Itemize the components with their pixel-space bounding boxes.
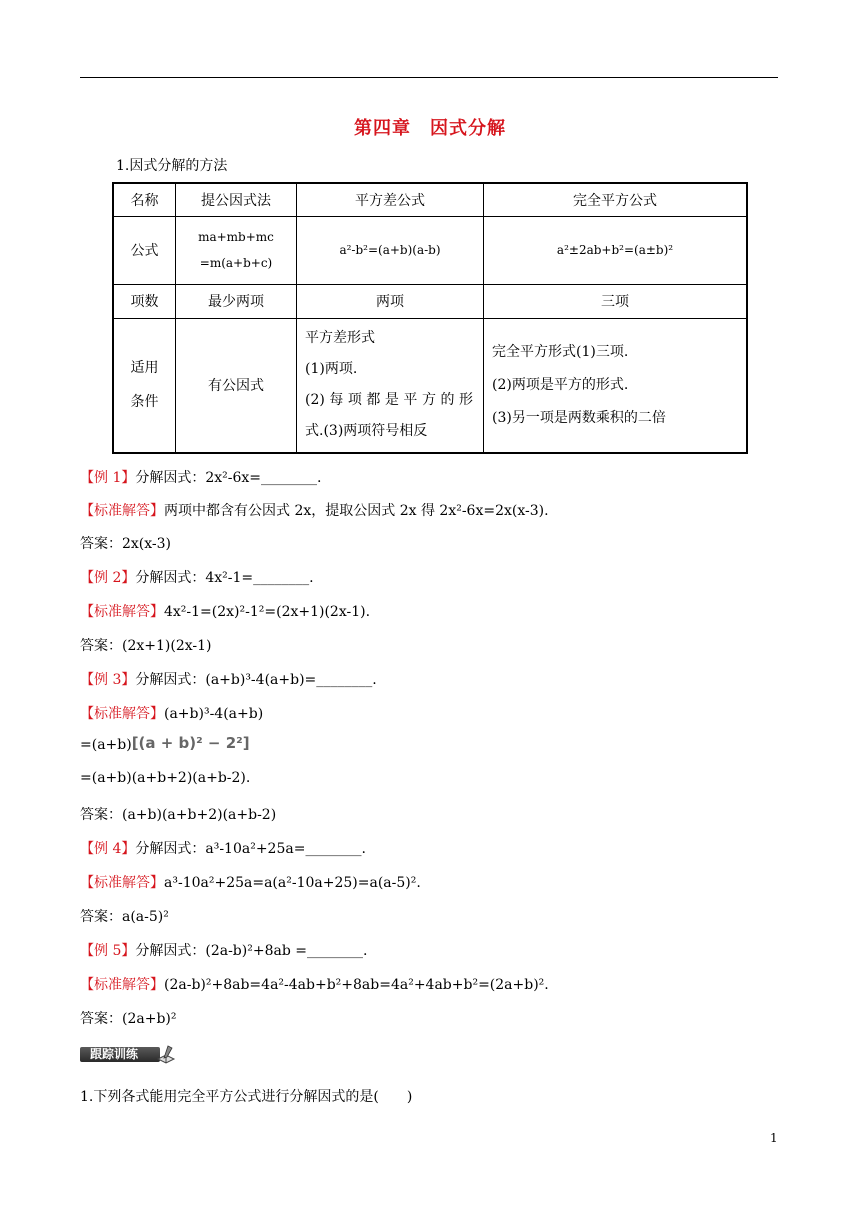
tracking-bar [80,1047,160,1062]
bracket-formula-text: [(a + b)² − 2²] [131,734,250,752]
conditions-common-factor: 有公因式 [176,318,297,453]
tracking-practice-badge [80,1044,176,1066]
solution-text: (a+b)³-4(a+b) [164,706,264,722]
example-3-question [80,669,377,689]
example-1-answer: 答案：2x(x-3) [80,536,172,552]
solution-tag: 【标准解答】 [80,604,164,620]
table-row [113,183,747,216]
solution-text: (2a-b)²+8ab=4a²-4ab+b²+8ab=4a²+4ab+b²=(2a+b)². [164,977,549,993]
example-tag: 【例 5】 [80,943,136,959]
row-label-line: 适用 [130,360,159,377]
condition-line: 平方差形式 [305,330,375,347]
example-4-answer: 答案：a(a-5)² [80,909,169,925]
header-cell: 名称 [113,183,176,216]
example-4-question [80,838,366,858]
section-heading: 1.因式分解的方法 [116,158,228,174]
example-tag: 【例 4】 [80,841,136,857]
question-text: 分解因式：4x²-1=________. [135,570,314,586]
example-2-question [80,567,314,587]
conditions-perfect-square [484,318,748,453]
row-label: 项数 [113,284,176,318]
formula-line: ma+mb+mc [198,230,274,244]
conditions-difference-of-squares [297,318,484,453]
example-1-solution [80,500,549,520]
practice-question-1: 1.下列各式能用完全平方公式进行分解因式的是( ) [80,1089,413,1105]
tracking-label: 跟踪训练 [90,1047,139,1061]
example-tag: 【例 2】 [80,570,136,586]
formula-common-factor [176,216,297,284]
solution-text: a³-10a²+25a=a(a²-10a+25)=a(a-5)². [164,875,421,891]
example-5-question [80,940,367,960]
row-label: 公式 [113,216,176,284]
chapter-title: 第四章 因式分解 [354,118,506,139]
row-label-line: 条件 [130,394,159,411]
terms-common-factor: 最少两项 [176,284,297,318]
condition-line: (2)两项是平方的形式. [492,376,629,393]
condition-line: (2) 每 项 都 是 平 方 的 形 [305,392,473,409]
question-text: 分解因式：(a+b)³-4(a+b)=________. [135,672,377,688]
example-3-step1 [80,734,250,756]
example-1-question [80,467,322,487]
example-tag: 【例 3】 [80,672,136,688]
row-label [113,318,176,453]
book-pencil-icon [156,1044,176,1064]
formula-line: =m(a+b+c) [199,256,273,270]
solution-tag: 【标准解答】 [80,503,164,519]
table-row [113,284,747,318]
example-3-answer: 答案：(a+b)(a+b+2)(a+b-2) [80,807,277,823]
formula-difference-of-squares: a²-b²=(a+b)(a-b) [297,216,484,284]
condition-line: 完全平方形式(1)三项. [492,343,629,360]
example-3-step2: =(a+b)(a+b+2)(a+b-2). [80,770,251,786]
example-tag: 【例 1】 [80,470,136,486]
table-row [113,216,747,284]
terms-perfect-square: 三项 [484,284,748,318]
solution-text: 两项中都含有公因式 2x，提取公因式 2x 得 2x²-6x=2x(x-3). [164,503,549,519]
terms-difference-of-squares: 两项 [297,284,484,318]
example-2-answer: 答案：(2x+1)(2x-1) [80,638,212,654]
page-number: 1 [770,1131,778,1145]
header-cell: 平方差公式 [297,183,484,216]
table-row [113,318,747,453]
formula-perfect-square: a²±2ab+b²=(a±b)² [484,216,748,284]
example-3-solution [80,703,263,723]
example-5-solution [80,974,549,994]
question-text: 分解因式：(2a-b)²+8ab =________. [135,943,368,959]
solution-tag: 【标准解答】 [80,706,164,722]
example-5-answer: 答案：(2a+b)² [80,1011,177,1027]
solution-text: 4x²-1=(2x)²-1²=(2x+1)(2x-1). [164,604,371,620]
header-cell: 提公因式法 [176,183,297,216]
step-text: =(a+b) [80,737,132,753]
header-rule [80,77,778,78]
condition-line: 式.(3)两项符号相反 [305,423,428,440]
condition-line: (3)另一项是两数乘积的二倍 [492,409,666,426]
question-text: 分解因式：2x²-6x=________. [135,470,322,486]
solution-tag: 【标准解答】 [80,977,164,993]
condition-line: (1)两项. [305,361,358,378]
header-cell: 完全平方公式 [484,183,748,216]
bracket-formula-image [132,734,250,756]
factoring-methods-table [112,182,748,454]
question-text: 分解因式：a³-10a²+25a=________. [135,841,366,857]
example-2-solution [80,601,370,621]
example-4-solution [80,872,421,892]
solution-tag: 【标准解答】 [80,875,164,891]
